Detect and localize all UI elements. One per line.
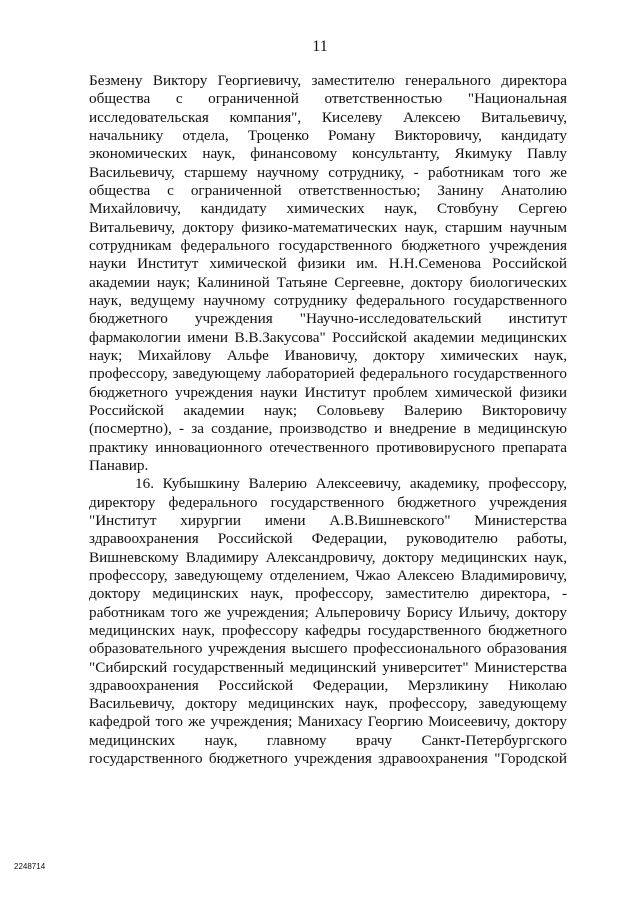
text-line: общества с ограниченной ответственностью "Национальная [89,90,567,108]
text-line: государственного бюджетного учреждения здравоохранения "Городской [89,750,567,768]
paragraph [89,475,567,768]
text-line: исследовательская компания", Киселеву Алексею Витальевичу, [89,108,567,126]
text-line: медицинских наук, профессору кафедры государственного бюджетного [89,621,567,639]
text-line: фармакологии имени В.В.Закусова" Российской академии медицинских [89,328,567,346]
paragraph [89,72,567,475]
text-line: науки Институт химической физики им. Н.Н.Семенова Российской [89,255,567,273]
text-line: Безмену Виктору Георгиевичу, заместителю генерального директора [89,72,567,89]
text-line: Витальевичу, доктору физико-математических наук, старшим научным [89,218,567,236]
text-line: экономических наук, финансовому консультанту, Якимуку Павлу [89,145,567,163]
text-line: "Сибирский государственный медицинский университет" Министерства [89,658,567,676]
text-line: профессору, заведующему отделением, Чжао Алексею Владимировичу, [89,566,567,584]
document-code: 2248714 [14,862,46,871]
text-line: 16. Кубышкину Валерию Алексеевичу, академику, профессору, [135,475,567,493]
text-line: медицинских наук, главному врачу Санкт-Петербургского [89,731,567,749]
text-line: бюджетного учреждения "Научно-исследовательский институт [89,310,567,328]
text-line: наук; Михайлову Альфе Ивановичу, доктору химических наук, [89,346,567,364]
text-line: "Институт хирургии имени А.В.Вишневского" Министерства [89,511,567,529]
text-line: Панавир. [89,456,149,474]
text-line: бюджетного учреждения науки Институт проблем химической физики [89,383,567,401]
document-body [89,72,567,768]
text-line: здравоохранения Российской Федерации, руководителю работы, [89,530,567,548]
page-number: 11 [312,38,328,55]
text-line: Михайловичу, кандидату химических наук, Стовбуну Сергею [89,200,567,218]
text-line: академии наук; Калининой Татьяне Сергеевне, доктору биологических [89,273,567,291]
text-line: работникам того же учреждения; Альперовичу Борису Ильичу, доктору [89,603,567,621]
text-line: доктору медицинских наук, профессору, заместителю директора, - [89,585,567,603]
text-line: директору федерального государственного бюджетного учреждения [89,493,567,511]
text-line: начальнику отдела, Троценко Роману Викторовичу, кандидату [89,126,567,144]
text-line: практику инновационного отечественного противовирусного препарата [89,438,567,456]
text-line: (посмертно), - за создание, производство и внедрение в медицинскую [89,420,567,438]
text-line: здравоохранения Российской Федерации, Мерзликину Николаю [89,676,567,694]
text-line: общества с ограниченной ответственностью; Занину Анатолию [89,181,567,199]
text-line: профессору, заведующему лабораторией федерального государственного [89,365,567,383]
text-line: кафедрой того же учреждения; Манихасу Георгию Моисеевичу, доктору [89,713,567,731]
text-line: Вишневскому Владимиру Александровичу, доктору медицинских наук, [89,548,567,566]
text-line: образовательного учреждения высшего профессионального образования [89,640,567,658]
text-line: Васильевичу, старшему научному сотруднику, - работникам того же [89,163,567,181]
text-line: Васильевичу, доктору медицинских наук, профессору, заведующему [89,695,567,713]
text-line: наук, ведущему научному сотруднику федерального государственного [89,291,567,309]
text-line: сотрудникам федерального государственного бюджетного учреждения [89,236,567,254]
text-line: Российской академии наук; Соловьеву Валерию Викторовичу [89,401,567,419]
